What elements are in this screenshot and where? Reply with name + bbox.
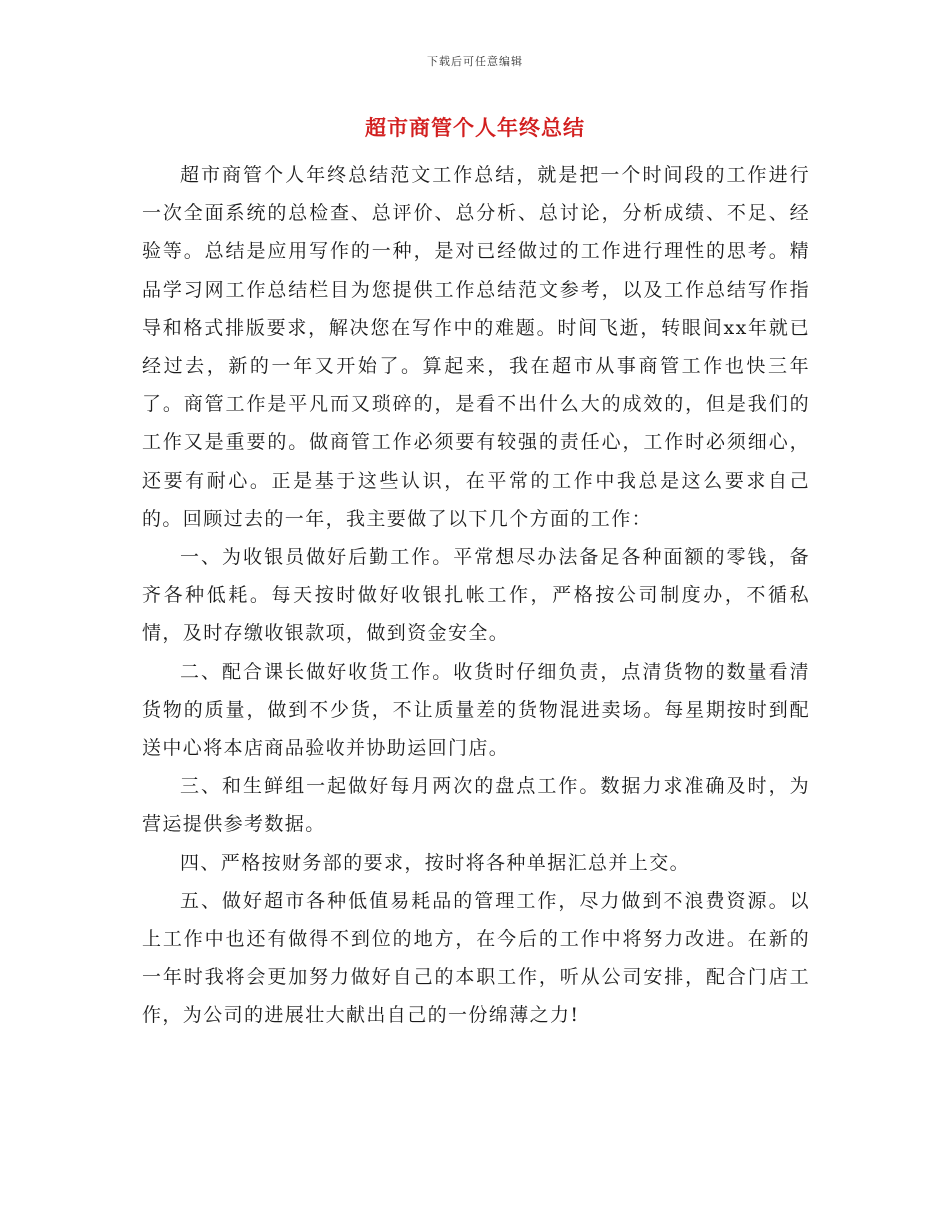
paragraph-item-1: 一、为收银员做好后勤工作。平常想尽办法备足各种面额的零钱，备齐各种低耗。每天按时做好收银扎帐工作，严格按公司制度办，不循私情，及时存缴收银款项，做到资金安全。 — [142, 546, 810, 645]
paragraph-item-4: 四、严格按财务部的要求，按时将各种单据汇总并上交。 — [180, 851, 691, 874]
paragraph-item-5: 五、做好超市各种低值易耗品的管理工作，尽力做到不浪费资源。以上工作中也还有做得不到位的地方，在今后的工作中将努力改进。在新的一年时我将会更加努力做好自己的本职工作，听从公司安排，配合门店工作，为公司的进展壮大献出自己的一份绵薄之力! — [142, 889, 810, 1027]
page-header: 下载后可任意编辑 — [427, 55, 523, 68]
document-body — [142, 156, 810, 1035]
document-title: 超市商管个人年终总结 — [365, 115, 585, 140]
paragraph-intro: 超市商管个人年终总结范文工作总结，就是把一个时间段的工作进行一次全面系统的总检查、总评价、总分析、总讨论，分析成绩、不足、经验等。总结是应用写作的一种，是对已经做过的工作进行理性的思考。精品学习网工作总结栏目为您提供工作总结范文参考，以及工作总结写作指导和格式排版要求，解决您在写作中的难题。时间飞逝，转眼间xx年就已经过去，新的一年又开始了。算起来，我在超市从事商管工作也快三年了。商管工作是平凡而又琐碎的，是看不出什么大的成效的，但是我们的工作又是重要的。做商管工作必须要有较强的责任心，工作时必须细心，还要有耐心。正是基于这些认识，在平常的工作中我总是这么要求自己的。回顾过去的一年，我主要做了以下几个方面的工作： — [142, 164, 810, 530]
paragraph-item-2: 二、配合课长做好收货工作。收货时仔细负责，点清货物的数量看清货物的质量，做到不少货，不让质量差的货物混进卖场。每星期按时到配送中心将本店商品验收并协助运回门店。 — [142, 660, 810, 760]
paragraph-item-3: 三、和生鲜组一起做好每月两次的盘点工作。数据力求准确及时，为营运提供参考数据。 — [142, 775, 810, 836]
